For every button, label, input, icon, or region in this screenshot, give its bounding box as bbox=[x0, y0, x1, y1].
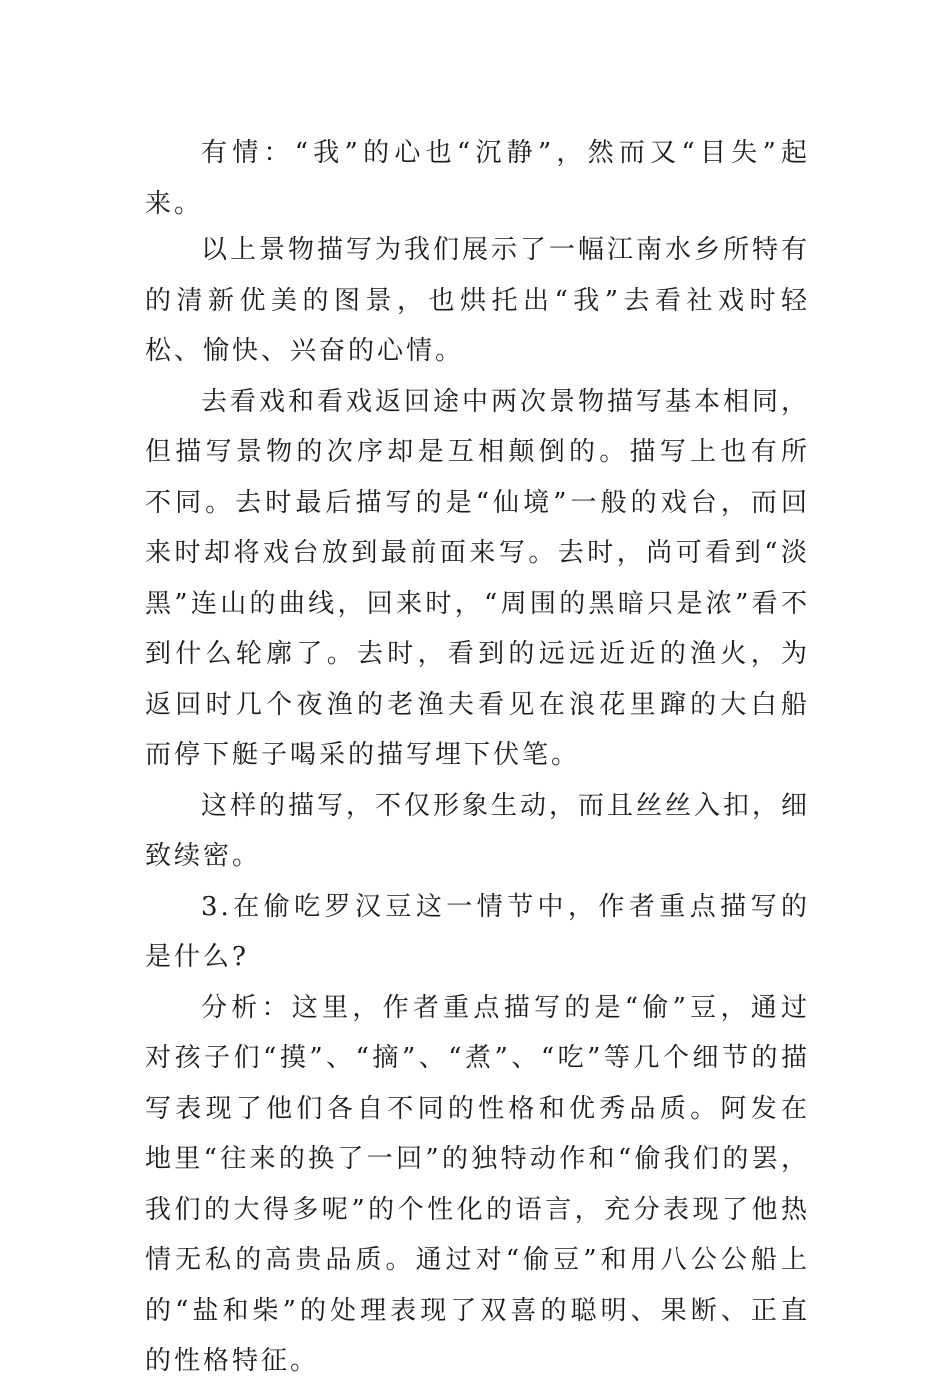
paragraph-scenery-summary: 以上景物描写为我们展示了一幅江南水乡所特有的清新优美的图景，也烘托出“我”去看社戏时轻松、愉快、兴奋的心情。 bbox=[145, 235, 811, 366]
paragraph-scenery-comparison: 去看戏和看戏返回途中两次景物描写基本相同，但描写景物的次序却是互相颠倒的。描写上也有所不同。去时最后描写的是“仙境”一般的戏台，而回来时却将戏台放到最前面来写。去时，尚可看到“淡黑”连山的曲线，回来时，“周围的黑暗只是浓”看不到什么轮廓了。去时，看到的远远近近的渔火，为返回时几个夜渔的老渔夫看见在浪花里蹿的大白船而停下艇子喝采的描写埋下伏笔。 bbox=[145, 386, 811, 770]
text-block-top bbox=[145, 128, 810, 229]
paragraph-description-comment: 这样的描写，不仅形象生动，而且丝丝入扣，细致续密。 bbox=[145, 790, 811, 871]
paragraph-question-3: 3.在偷吃罗汉豆这一情节中，作者重点描写的是什么? bbox=[145, 891, 810, 972]
text-block-main bbox=[145, 225, 810, 1387]
paragraph-emotion-line: 有情：“我”的心也“沉静”，然而又“目失”起来。 bbox=[145, 138, 810, 219]
paragraph-analysis: 分析：这里，作者重点描写的是“偷”豆，通过对孩子们“摸”、“摘”、“煮”、“吃”等几个细节的描写表现了他们各自不同的性格和优秀品质。阿发在地里“往来的换了一回”的独特动作和“偷我们的罢，我们的大得多呢”的个性化的语言，充分表现了他热情无私的高贵品质。通过对“偷豆”和用八公公船上的“盐和柴”的处理表现了双喜的聪明、果断、正直的性格特征。 bbox=[145, 992, 810, 1376]
